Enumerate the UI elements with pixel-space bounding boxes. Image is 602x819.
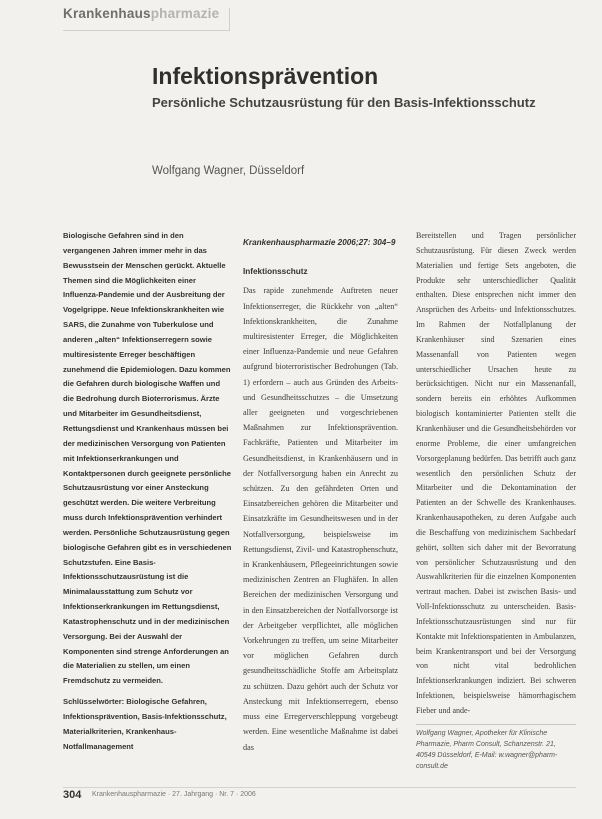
journal-header [63, 6, 219, 21]
page-number: 304 [63, 789, 82, 801]
section-heading: Infektionsschutz [243, 267, 308, 277]
keywords-text: Schlüsselwörter: Biologische Gefahren, Infektionsprävention, Basis-Infektionsschutz, Materialkriterien, Krankenhaus-Notfallmanagement [63, 697, 227, 751]
citation: Krankenhauspharmazie 2006;27: 304–9 [243, 238, 396, 247]
footer-rule [63, 787, 576, 788]
article-subtitle: Persönliche Schutzausrüstung für den Basis-Infektionsschutz [152, 95, 536, 110]
header-divider [229, 8, 230, 31]
article-author: Wolfgang Wagner, Düsseldorf [152, 165, 305, 177]
article-title: Infektionsprävention [152, 63, 379, 89]
abstract-text: Biologische Gefahren sind in den vergangenen Jahren immer mehr in das Bewusstsein der Menschen gerückt. Aktuelle Themen sind die Möglichkeiten einer Influenza-Pandemie und der Ausbreitung der Vogelgrippe. Neue Infektionskrankheiten wie SARS, die Zunahme von Tuberkulose und anderen „alten“ Infektionserregern sowie multiresistente Erreger beschäftigen zunehmend die Epidemiologen. Dazu kommen die Gefahren durch biologische Waffen und die Bedrohung durch Bioterrorismus. Ärzte und Mitarbeiter im Gesundheitsdienst, Rettungsdienst und Krankenhaus müssen bei der medizinischen Versorgung von Patienten mit Infektionserkrankungen und Kontaktpersonen durch geeignete persönliche Schutzausrüstung vor einer Ansteckung geschützt werden. Die weitere Verbreitung muss durch Infektionsprävention verhindert werden. Persönliche Schutzausrüstung gegen biologische Gefahren gibt es in verschiedenen Schutzstufen. Eine Basis-Infektionsschutzausrüstung ist die Minimalausstattung zum Schutz vor Infektionserkrankungen im Rettungsdienst, Katastrophenschutz und in der medizinischen Versorgung. Bei der Auswahl der Komponenten sind strenge Anforderungen an die Materialien zu stellen, um einen Fremdschutz zu vermeiden. [63, 231, 232, 686]
author-affiliation: Wolfgang Wagner, Apotheker für Klinische Pharmazie, Pharm Consult, Schanzenstr. 21, 40549 Düsseldorf, E-Mail: w.wagner@pharm-consult.de [416, 724, 576, 772]
right-column [416, 229, 576, 719]
right-column-body: Bereitstellen und Tragen persönlicher Schutzausrüstung. Für diesen Zweck werden Materialien und fertige Sets angeboten, die Produkte sehr unterschiedlicher Qualität enthalten. Diese entsprechen nicht immer den Ansprüchen des Arbeits- und Infektionsschutzes. Im Rahmen der Notfallplanung der Krankenhäuser sind Szenarien eines Massenanfall von Patienten wegen unterschiedlicher Ursachen heute zu berücksichtigen. Nicht nur ein Massenanfall, sondern bereits ein erhöhtes Aufkommen biologisch kontaminierter Patienten stellt die Krankenhäuser und die Gesundheitsbehörden vor enorme Probleme, die einer umfangreichen Vorsorgeplanung bedürfen. Das betrifft auch ganz wesentlich den persönlichen Schutz der Mitarbeiter und die Dekontamination der Patienten an der Schwelle des Krankenhauses. Krankenhausapotheken, zu deren Aufgabe auch die Beschaffung von medizinischem Sachbedarf gehört, sollten sich daher mit der Bevorratung von persönlicher Schutzausrüstung und den Auswahlkriterien für die einzelnen Komponenten vertraut machen. Dabei ist zwischen Basis- und Voll-Infektionsschutz zu unterscheiden. Basis-Infektionsschutzausrüstungen sind nur für Kontakte mit Infektionspatienten in Ambulanzen, beim Krankentransport und bei der Versorgung von nicht vital bedrohlichen Infektionserkrankungen indiziert. Bei schweren Infektionen, beispielsweise hämorrhagischem Fieber und ande- [416, 231, 576, 715]
middle-column-body: Das rapide zunehmende Auftreten neuer Infektionserreger, die Rückkehr von „alten“ Infektionskrankheiten, die Zunahme multiresistenter Erreger, die Möglichkeiten einer Influenza-Pandemie und neue Gefahren aufgrund bioterroristischer Bedrohungen (Tab. 1) erfordern – auch aus Gründen des Arbeits- und Gesundheitsschutzes – die Umsetzung aller geeigneten und vorgeschriebenen Maßnahmen zur Infektionsprävention. Fachkräfte, Patienten und Mitarbeiter im Gesundheitsdienst, in Krankenhäusern und in der Notfallversorgung haben ein Anrecht zu schützen. Zu den gefährdeten Orten und Einsatzbereichen gehören die Mitarbeiter und Einsatzkräfte im Gesundheitswesen und in der Notfallversorgung, beispielsweise im Rettungsdienst, Zivil- und Katastrophenschutz, in Krankenhäusern, Pflegeeinrichtungen sowie medizinischen Zentren an Flughäfen. In allen Bereichen der medizinischen Versorgung und in den Einsatzbereichen der Notfallvorsorge ist der Arbeitgeber verpflichtet, alle möglichen Vorkehrungen zu treffen, um seine Mitarbeiter vor möglichen Gefahren durch gesundheitsschädliche Stoffe am Arbeitsplatz zu schützen. Dazu gehört auch der Schutz vor Ansteckung mit Infektionserregern, ebenso muss eine Erregerverschleppung vorgebeugt werden. Eine wesentliche Maßnahme ist dabei das [243, 286, 398, 752]
footer-journal: Krankenhauspharmazie · 27. Jahrgang · Nr. 7 · 2006 [92, 791, 256, 798]
journal-header-part1: Krankenhaus [63, 6, 151, 21]
abstract-column [63, 229, 233, 761]
header-rule [63, 30, 229, 31]
middle-column [243, 229, 398, 755]
journal-header-part2: pharmazie [150, 6, 220, 21]
